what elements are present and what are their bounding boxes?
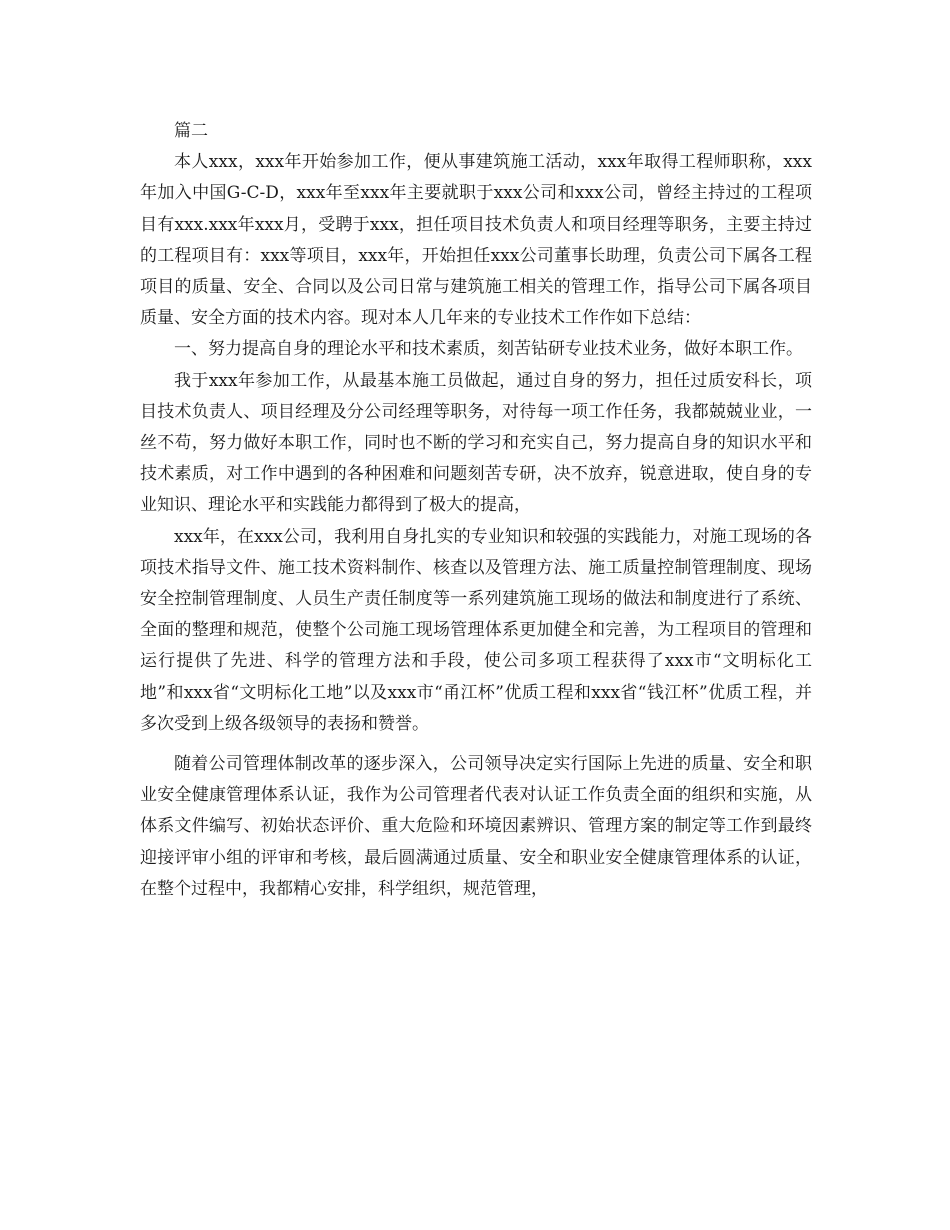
paragraph-certification: 随着公司管理体制改革的逐步深入，公司领导决定实行国际上先进的质量、安全和职业安全健康管理体系认证，我作为公司管理者代表对认证工作负责全面的组织和实施，从体系文件编写、初始状态评价、重大危险和环境因素辨识、管理方案的制定等工作到最终迎接评审小组的评审和考核，最后圆满通过质量、安全和职业安全健康管理体系的认证，在整个过程中，我都精心安排，科学组织，规范管理， — [140, 754, 812, 899]
paragraph-work-history: 我于xxx年参加工作，从最基本施工员做起，通过自身的努力，担任过质安科长，项目技术负责人、项目经理及分公司经理等职务，对待每一项工作任务，我都兢兢业业，一丝不苟，努力做好本职工作，同时也不断的学习和充实自己，努力提高自身的知识水平和技术素质，对工作中遇到的各种困难和问题刻苦专研，决不放弃，锐意进取，使自身的专业知识、理论水平和实践能力都得到了极大的提高， — [140, 370, 812, 516]
paragraph-intro: 本人xxx，xxx年开始参加工作，便从事建筑施工活动，xxx年取得工程师职称，xxx年加入中国G-C-D，xxx年至xxx年主要就职于xxx公司和xxx公司，曾经主持过的工程项目有xxx.xxx年xxx月，受聘于xxx，担任项目技术负责人和项目经理等职务，主要主持过的工程项目有：xxx等项目，xxx年，开始担任xxx公司董事长助理，负责公司下属各工程项目的质量、安全、合同以及公司日常与建筑施工相关的管理工作，指导公司下属各项目质量、安全方面的技术内容。现对本人几年来的专业技术工作作如下总结： — [140, 152, 812, 329]
document-page — [140, 116, 812, 905]
paragraph-achievements: xxx年，在xxx公司，我利用自身扎实的专业知识和较强的实践能力，对施工现场的各项技术指导文件、施工技术资料制作、核查以及管理方法、施工质量控制管理制度、现场安全控制管理制度、人员生产责任制度等一系列建筑施工现场的做法和制度进行了系统、全面的整理和规范，使整个公司施工现场管理体系更加健全和完善，为工程项目的管理和运行提供了先进、科学的管理方法和手段，使公司多项工程获得了xxx市“文明标化工地”和xxx省“文明标化工地”以及xxx市“甬江杯”优质工程和xxx省“钱江杯”优质工程，并多次受到上级各级领导的表扬和赞誉。 — [140, 526, 812, 734]
paragraph-heading-one: 一、努力提高自身的理论水平和技术素质，刻苦钻研专业技术业务，做好本职工作。 — [174, 339, 803, 360]
section-title: 篇二 — [174, 121, 208, 141]
